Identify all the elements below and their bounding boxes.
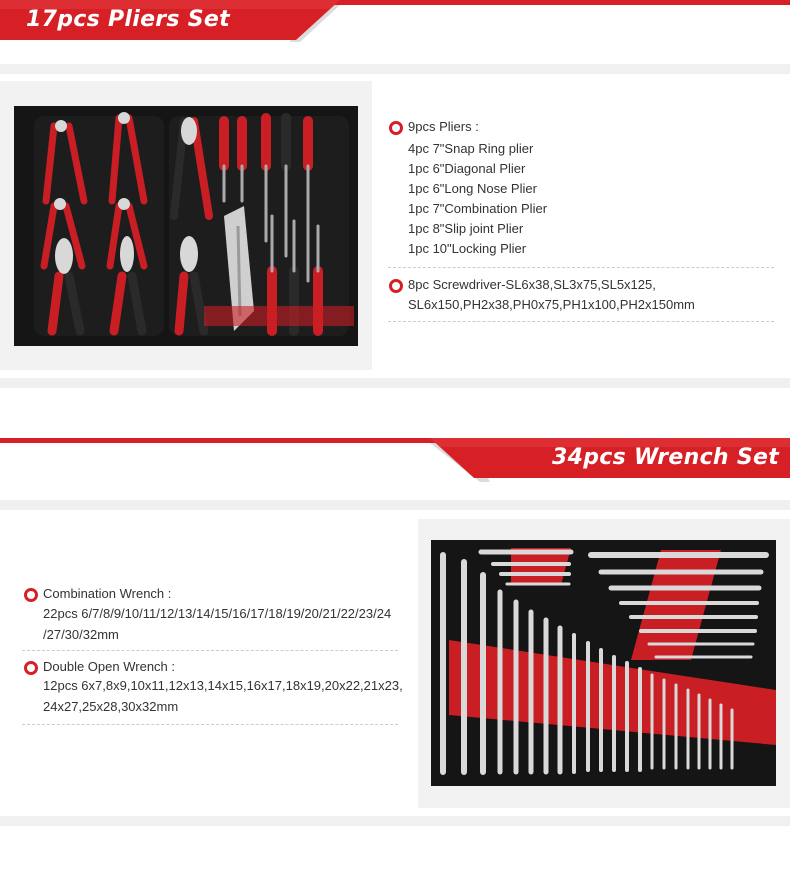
pliers-line: 1pc 10"Locking Plier <box>408 241 527 256</box>
wrench-line: 24x27,25x28,30x32mm <box>43 699 179 714</box>
wrench-tray-illustration <box>431 540 776 786</box>
wrench-section-title: 34pcs Wrench Set <box>552 445 780 470</box>
pliers-line: 1pc 8"Slip joint Plier <box>408 221 524 236</box>
pliers-line: 1pc 7"Combination Plier <box>408 201 548 216</box>
wrench-group-heading: Double Open Wrench : <box>43 659 175 674</box>
pliers-line: 1pc 6"Long Nose Plier <box>408 181 537 196</box>
ring-bullet-icon <box>389 279 403 293</box>
pliers-divider-bottom <box>0 378 790 388</box>
wrench-line: 12pcs 6x7,8x9,10x11,12x13,14x15,16x17,18x19,20x22,21x23, <box>43 678 403 693</box>
dashed-separator <box>388 321 774 322</box>
ring-bullet-icon <box>24 588 38 602</box>
pliers-line: 1pc 6"Diagonal Plier <box>408 161 526 176</box>
screwdriver-group-heading: 8pc Screwdriver-SL6x38,SL3x75,SL5x125, <box>408 277 656 292</box>
wrench-divider-bottom <box>0 816 790 826</box>
wrench-divider-top <box>0 500 790 510</box>
wrench-line: /27/30/32mm <box>43 627 119 642</box>
screwdriver-line: SL6x150,PH2x38,PH0x75,PH1x100,PH2x150mm <box>408 297 695 312</box>
pliers-divider-top <box>0 64 790 74</box>
dashed-separator <box>388 267 774 268</box>
ring-bullet-icon <box>389 121 403 135</box>
ring-bullet-icon <box>24 661 38 675</box>
pliers-tray-photo <box>14 106 358 346</box>
wrench-line: 22pcs 6/7/8/9/10/11/12/13/14/15/16/17/18/19/20/21/22/23/24 <box>43 606 392 621</box>
pliers-tray-illustration <box>14 106 358 346</box>
wrench-group-heading: Combination Wrench : <box>43 586 172 601</box>
pliers-section-title: 17pcs Pliers Set <box>26 7 230 32</box>
pliers-group-heading: 9pcs Pliers : <box>408 119 479 134</box>
pliers-line: 4pc 7"Snap Ring plier <box>408 141 534 156</box>
wrench-tray-photo <box>431 540 776 786</box>
dashed-separator <box>22 724 398 725</box>
wrench-section <box>0 438 790 876</box>
dashed-separator <box>22 650 398 651</box>
pliers-section <box>0 0 790 390</box>
